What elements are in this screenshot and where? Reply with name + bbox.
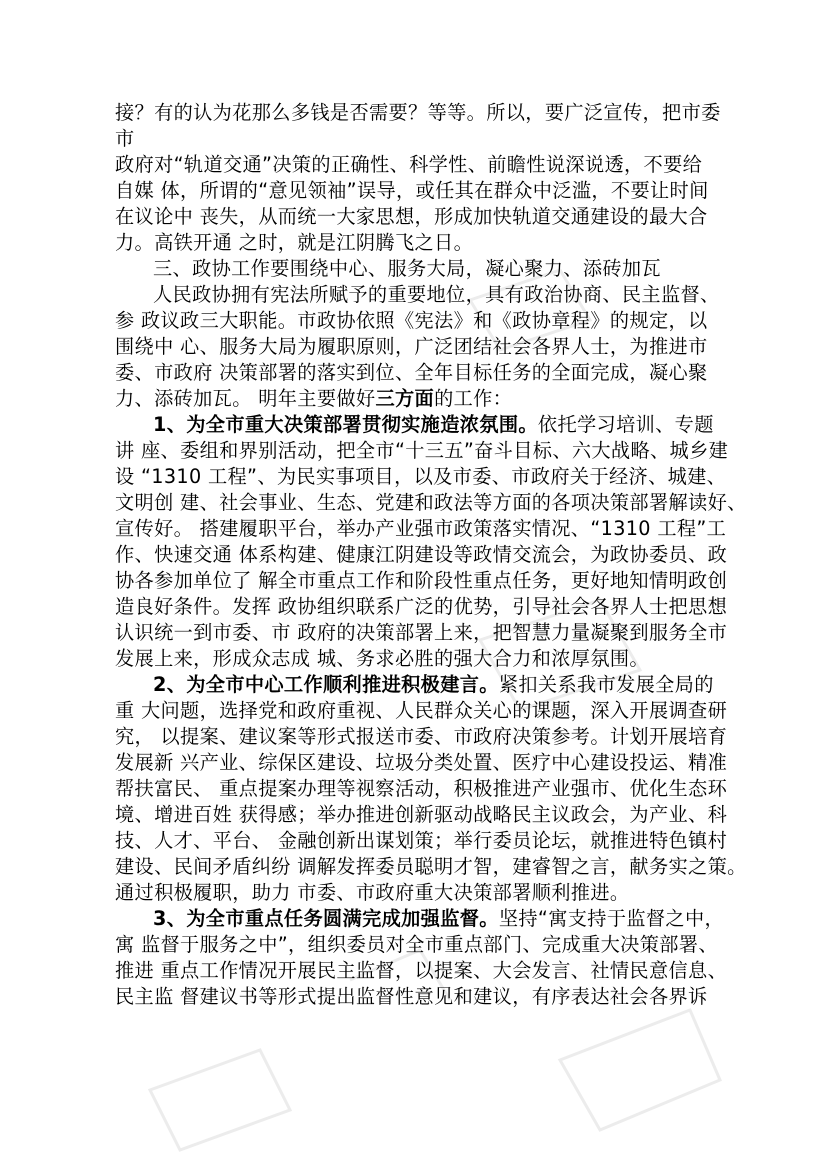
text-line: 作、快速交通 体系构建、健康江阴建设等政情交流会，为政协委员、政 — [115, 543, 728, 566]
text-line: 发展上来，形成众志成 城、务求必胜的强大合力和浓厚氛围。 — [115, 647, 649, 670]
text-line: 政府对“轨道交通”决策的正确性、科学性、前瞻性说深说透，不要给 — [115, 153, 703, 176]
text-run: 力、添砖加瓦。 明年主要做好 — [115, 387, 376, 410]
numbered-item-heading — [153, 672, 714, 698]
text-line: 围绕中 心、服务大局为履职原则，广泛团结社会各界人士，为推进市 — [115, 335, 708, 358]
text-line: 宣传好。 搭建履职平台，举办产业强市政策落实情况、“1310 工程”工 — [115, 517, 727, 540]
text-line: 人民政协拥有宪法所赋予的重要地位，具有政治协商、民主监督、 — [153, 283, 720, 306]
text-line: 造良好条件。发挥 政协组织联系广泛的优势，引导社会各界人士把思想 — [115, 595, 728, 618]
text-line: 境、增进百姓 获得感；举办推进创新驱动战略民主议政会，为产业、科 — [115, 803, 728, 826]
text-line: 寓 监督于服务之中”，组织委员对全市重点部门、完成重大决策部署、 — [115, 933, 718, 956]
item-title: 3、为全市重点任务圆满完成加强监督。 — [153, 907, 499, 930]
text-line — [115, 386, 512, 412]
text-line: 设 “1310 工程”、为民实事项目，以及市委、市政府关于经济、城建、 — [115, 465, 727, 488]
text-line: 协各参加单位了 解全市重点工作和阶段性重点任务，更好地知情明政创 — [115, 569, 728, 592]
text-line: 委、市政府 决策部署的落实到位、全年目标任务的全面完成，凝心聚 — [115, 361, 708, 384]
bold-text: 三方面 — [375, 387, 435, 410]
text-line: 帮扶富民、 重点提案办理等视察活动，积极推进产业强市、优化生态环 — [115, 777, 728, 800]
watermark-stroke — [560, 1010, 720, 1130]
text-line: 究， 以提案、建议案等形式报送市委、市政府决策参考。计划开展培育 — [115, 725, 728, 748]
text-line: 建设、民间矛盾纠纷 调解发挥委员聪明才智，建睿智之言，献务实之策。 — [115, 855, 747, 878]
text-line: 力。高铁开通 之时，就是江阴腾飞之日。 — [115, 231, 474, 254]
text-line: 发展新 兴产业、综保区建设、垃圾分类处置、医疗中心建设投运、精准 — [115, 751, 728, 774]
text-run: 的工作： — [434, 387, 513, 410]
text-line: 认识统一到市委、市 政府的决策部署上来，把智慧力量凝聚到服务全市 — [115, 621, 728, 644]
text-line: 市 — [115, 127, 135, 150]
watermark-stroke — [150, 1050, 290, 1150]
section-heading: 三、政协工作要围绕中心、服务大局，凝心聚力、添砖加瓦 — [153, 257, 661, 280]
numbered-item-heading — [153, 412, 714, 438]
text-line: 重 大问题，选择党和政府重视、人民群众关心的课题，深入开展调查研 — [115, 699, 728, 722]
text-line: 民主监 督建议书等形式提出监督性意见和建议，有序表达社会各界诉 — [115, 985, 708, 1008]
text-run: 依托学习培训、专题 — [537, 413, 714, 436]
text-line: 文明创 建、社会事业、生态、党建和政法等方面的各项决策部署解读好、 — [115, 491, 747, 514]
text-line: 自媒 体，所谓的“意见领袖”误导，或任其在群众中泛滥，不要让时间 — [115, 179, 709, 202]
text-line: 参 政议政三大职能。市政协依照《宪法》和《政协章程》的规定，以 — [115, 309, 708, 332]
text-run: 紧扣关系我市发展全局的 — [498, 673, 714, 696]
numbered-item-heading — [153, 906, 724, 932]
item-title: 2、为全市中心工作顺利推进积极建言。 — [153, 673, 499, 696]
text-line: 推进 重点工作情况开展民主监督，以提案、大会发言、社情民意信息、 — [115, 959, 728, 982]
text-line: 接？有的认为花那么多钱是否需要？等等。所以，要广泛宣传，把市委 — [115, 101, 721, 124]
item-title: 1、为全市重大决策部署贯彻实施造浓氛围。 — [153, 413, 538, 436]
text-run: 坚持“寓支持于监督之中， — [498, 907, 725, 930]
text-line: 在议论中 丧失，从而统一大家思想，形成加快轨道交通建设的最大合 — [115, 205, 708, 228]
text-line: 讲 座、委组和界别活动，把全市“十三五”奋斗目标、六大战略、城乡建 — [115, 439, 729, 462]
text-line: 通过积极履职，助力 市委、市政府重大决策部署顺利推进。 — [115, 881, 630, 904]
text-line: 技、人才、平台、 金融创新出谋划策；举行委员论坛，就推进特色镇村 — [115, 829, 728, 852]
